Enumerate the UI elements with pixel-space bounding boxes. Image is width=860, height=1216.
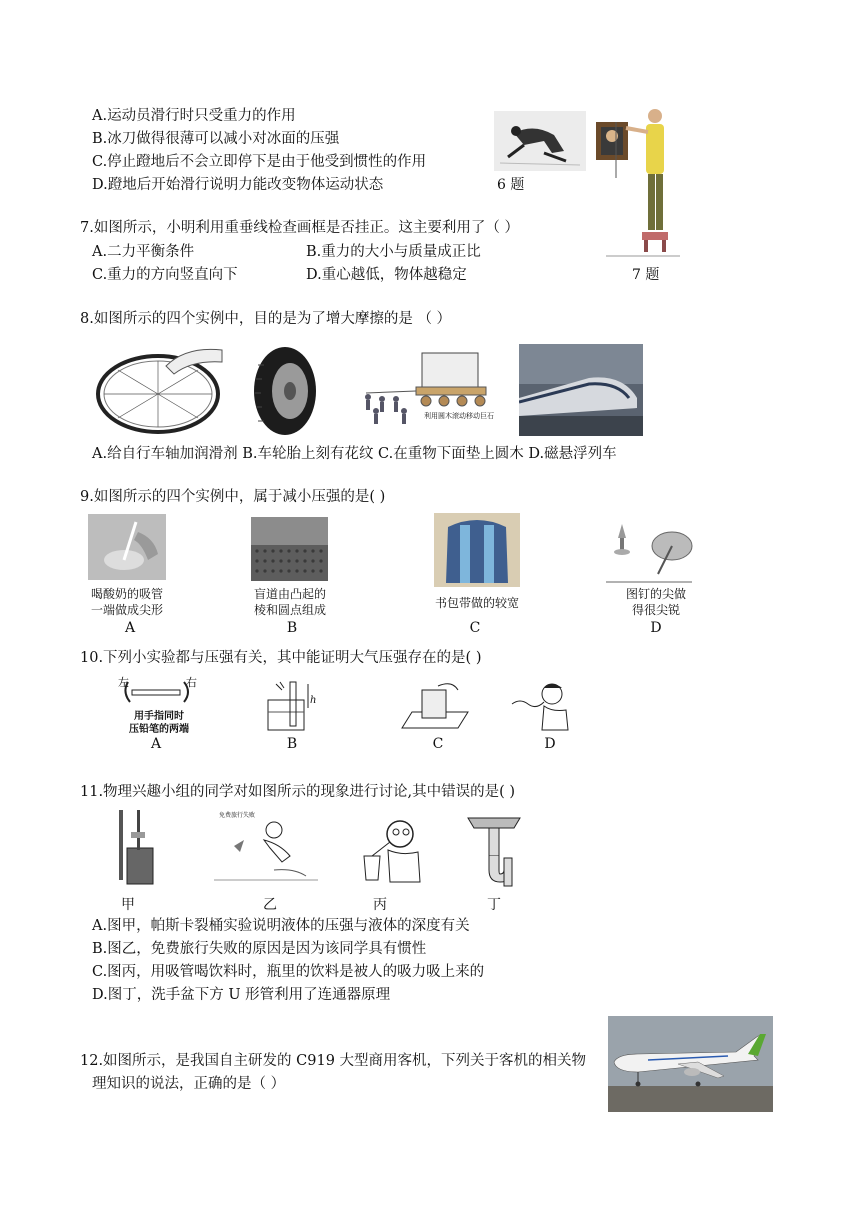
- q11-straw-drinking-image: [360, 816, 422, 884]
- q9-letter-c: C: [469, 620, 481, 636]
- q10-cup-paper-image: [398, 678, 470, 732]
- q6-option-a: A.运动员滑行时只受重力的作用: [92, 108, 296, 124]
- q6-option-b: B.冰刀做得很薄可以减小对冰面的压强: [92, 131, 340, 147]
- q11-option-d: D.图丁，洗手盆下方 U 形管利用了连通器原理: [92, 987, 391, 1003]
- q9-letter-b: B: [286, 620, 298, 636]
- q11-u-pipe-image: [466, 816, 522, 888]
- q7-plumb-line-image: [592, 108, 684, 260]
- q10-letter-d: D: [544, 736, 556, 752]
- q9-backpack-image: [434, 513, 520, 587]
- q10-person-blowing-image: [508, 680, 574, 732]
- q10-caption-a: 用手指同时 压铅笔的两端: [129, 711, 189, 735]
- q11-label-bing: 丙: [373, 897, 387, 913]
- q6-option-c: C.停止蹬地后不会立即停下是由于他受到惯性的作用: [92, 154, 427, 170]
- q11-label-yi: 乙: [263, 897, 277, 913]
- q6-skater-image: [494, 111, 586, 171]
- q11-stem: 11.物理兴趣小组的同学对如图所示的现象进行讨论,其中错误的是( ): [80, 784, 516, 800]
- q10-tube-h-label: h: [310, 695, 317, 706]
- q12-stem-line2: 理知识的说法，正确的是（ ）: [92, 1076, 286, 1092]
- q9-caption-d: 图钉的尖做 得很尖锐: [625, 587, 686, 617]
- q12-stem-line1: 12.如图所示，是我国自主研发的 C919 大型商用客机，下列关于客机的相关物: [80, 1053, 587, 1069]
- q7-option-d: D.重心越低，物体越稳定: [306, 267, 467, 283]
- q11-pascal-barrel-image: [115, 808, 161, 888]
- q10-letter-b: B: [286, 736, 298, 752]
- q6-option-d: D.蹬地后开始滑行说明力能改变物体运动状态: [92, 177, 384, 193]
- q9-straw-image: [88, 514, 166, 580]
- q9-caption-c: 书包带做的较宽: [434, 596, 519, 610]
- q8-stem: 8.如图所示的四个实例中，目的是为了增大摩擦的是 （ ）: [80, 311, 452, 327]
- q8-maglev-train-image: [519, 344, 643, 436]
- q7-figure-label: 7 题: [632, 267, 660, 283]
- q11-free-travel-image: [214, 810, 318, 882]
- q6-figure-label: 6 题: [497, 177, 525, 193]
- q11-option-c: C.图丙，用吸管喝饮料时，瓶里的饮料是被人的吸力吸上来的: [92, 964, 485, 980]
- q8-tire-image: [252, 345, 318, 437]
- q11-option-a: A.图甲，帕斯卡裂桶实验说明液体的压强与液体的深度有关: [92, 918, 470, 934]
- q11-label-jia: 甲: [121, 897, 135, 913]
- q7-option-b: B.重力的大小与质量成正比: [306, 244, 481, 260]
- q9-caption-a: 喝酸奶的吸管 一端做成尖形: [90, 587, 163, 617]
- q10-letter-c: C: [432, 736, 444, 752]
- q11-label-ding: 丁: [487, 897, 501, 913]
- q9-stem: 9.如图所示的四个实例中，属于减小压强的是( ): [80, 489, 386, 505]
- q12-c919-aircraft-image: [608, 1016, 773, 1112]
- q10-pencil-left-label: 左: [118, 676, 129, 689]
- q7-stem: 7.如图所示，小明利用重垂线检查画框是否挂正。这主要利用了（ ）: [80, 220, 519, 236]
- q9-letter-a: A: [124, 620, 136, 636]
- q10-stem: 10.下列小实验都与压强有关，其中能证明大气压强存在的是( ): [80, 650, 482, 666]
- q7-option-a: A.二力平衡条件: [92, 244, 195, 260]
- q8-logs-caption: 利用圆木滚动移动巨石: [424, 412, 494, 420]
- q9-tactile-paving-image: [251, 517, 328, 581]
- q9-thumbtack-image: [600, 516, 696, 584]
- q9-letter-d: D: [650, 620, 662, 636]
- q10-pencil-image: [118, 676, 196, 710]
- q11-option-b: B.图乙，免费旅行失败的原因是因为该同学具有惯性: [92, 941, 427, 957]
- q10-pencil-right-label: 右: [186, 676, 197, 689]
- q9-caption-b: 盲道由凸起的 棱和圆点组成: [253, 587, 326, 617]
- q8-bicycle-wheel-image: [96, 340, 226, 436]
- q11-free-travel-text: 免费旅行失败: [218, 812, 255, 819]
- q8-options: A.给自行车轴加润滑剂 B.车轮胎上刻有花纹 C.在重物下面垫上圆木 D.磁悬浮列车: [92, 446, 617, 462]
- q10-letter-a: A: [150, 736, 162, 752]
- q7-option-c: C.重力的方向竖直向下: [92, 267, 238, 283]
